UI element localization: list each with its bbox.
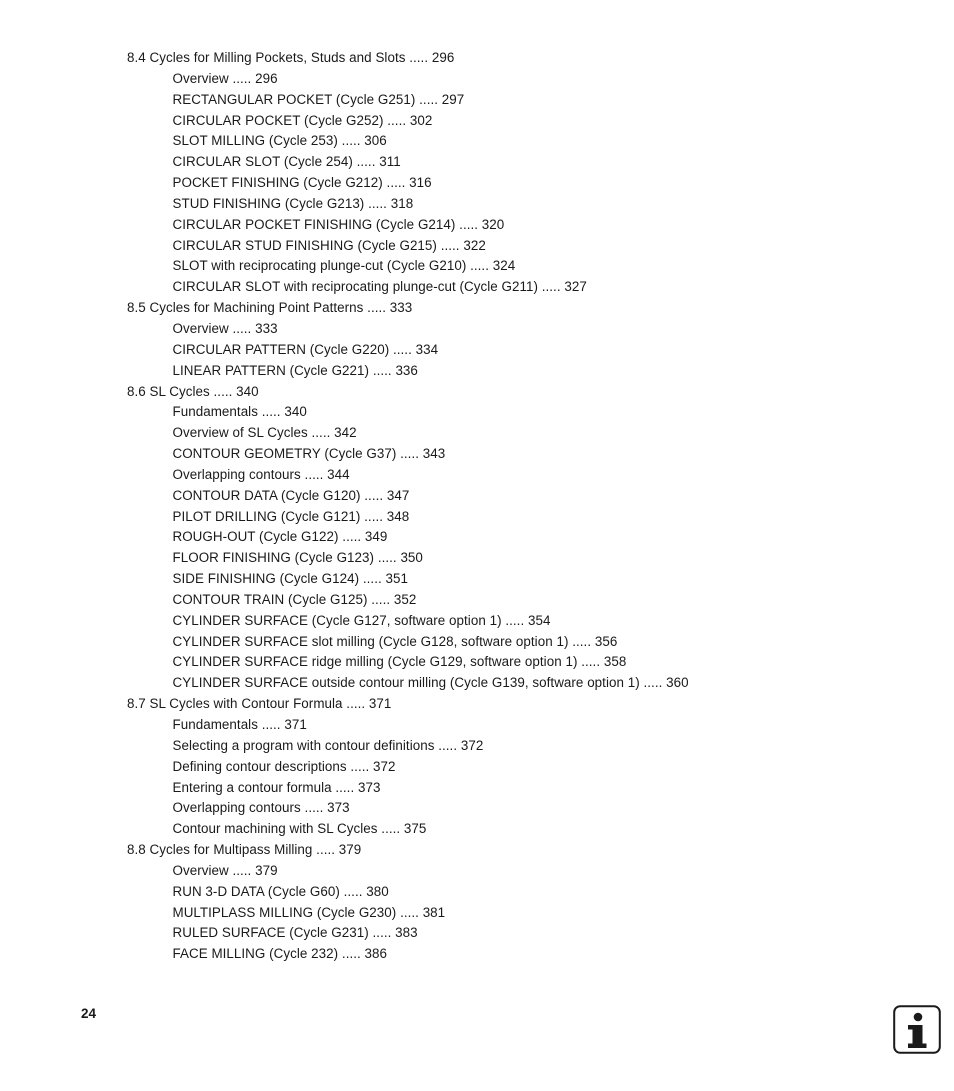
toc-entry: CIRCULAR SLOT (Cycle 254) ..... 311	[172, 154, 401, 170]
toc-entry: CIRCULAR POCKET FINISHING (Cycle G214) ..... 320	[172, 216, 505, 232]
toc-entry: LINEAR PATTERN (Cycle G221) ..... 336	[172, 362, 418, 378]
toc-entry: SIDE FINISHING (Cycle G124) ..... 351	[172, 571, 409, 587]
toc-entry: MULTIPLASS MILLING (Cycle G230) ..... 381	[172, 904, 446, 920]
table-of-contents	[127, 48, 927, 965]
toc-entry: Fundamentals ..... 371	[172, 717, 307, 732]
toc-entry: CIRCULAR STUD FINISHING (Cycle G215) ..... 322	[172, 237, 486, 253]
toc-entry: Contour machining with SL Cycles ..... 375	[172, 821, 427, 837]
toc-entry: ROUGH-OUT (Cycle G122) ..... 349	[172, 529, 388, 545]
toc-section-heading: 8.6 SL Cycles ..... 340	[127, 383, 259, 399]
toc-section-heading: 8.8 Cycles for Multipass Milling ..... 379	[127, 842, 362, 858]
toc-entry: Selecting a program with contour definitions ..... 372	[172, 737, 484, 753]
toc-entry: CIRCULAR SLOT with reciprocating plunge-cut (Cycle G211) ..... 327	[172, 279, 587, 295]
toc-entry: FACE MILLING (Cycle 232) ..... 386	[172, 946, 388, 962]
toc-entry: PILOT DRILLING (Cycle G121) ..... 348	[172, 508, 410, 524]
toc-entry: RULED SURFACE (Cycle G231) ..... 383	[172, 925, 418, 941]
toc-entry: SLOT MILLING (Cycle 253) ..... 306	[172, 133, 387, 149]
page-number: 24	[81, 1006, 97, 1021]
toc-entry: CONTOUR DATA (Cycle G120) ..... 347	[172, 487, 410, 503]
toc-entry: CYLINDER SURFACE outside contour milling (Cycle G139, software option 1) ..... 360	[172, 675, 689, 691]
toc-entry: Overview ..... 379	[172, 862, 278, 878]
toc-section-heading: 8.7 SL Cycles with Contour Formula ..... 371	[127, 696, 392, 712]
toc-entry: SLOT with reciprocating plunge-cut (Cycle G210) ..... 324	[172, 258, 516, 274]
toc-entry: Entering a contour formula ..... 373	[172, 779, 381, 795]
toc-entry: Overlapping contours ..... 344	[172, 466, 350, 482]
toc-entry: CYLINDER SURFACE ridge milling (Cycle G129, software option 1) ..... 358	[172, 654, 627, 670]
toc-entry: Defining contour descriptions ..... 372	[172, 758, 396, 774]
info-icon	[893, 1005, 941, 1054]
toc-section-heading: 8.4 Cycles for Milling Pockets, Studs and Slots ..... 296	[127, 50, 455, 65]
toc-entry: Overview ..... 296	[172, 70, 278, 86]
toc-entry: Overlapping contours ..... 373	[172, 800, 350, 816]
toc-entry: Overview ..... 333	[172, 320, 278, 336]
toc-entry: RUN 3-D DATA (Cycle G60) ..... 380	[172, 883, 389, 899]
toc-entry: CONTOUR GEOMETRY (Cycle G37) ..... 343	[172, 446, 446, 462]
toc-section-heading: 8.5 Cycles for Machining Point Patterns ..... 333	[127, 300, 413, 316]
toc-entry: RECTANGULAR POCKET (Cycle G251) ..... 297	[172, 91, 465, 107]
toc-entry: CYLINDER SURFACE (Cycle G127, software option 1) ..... 354	[172, 612, 551, 628]
toc-entry: FLOOR FINISHING (Cycle G123) ..... 350	[172, 550, 423, 566]
toc-entry: STUD FINISHING (Cycle G213) ..... 318	[172, 195, 414, 211]
toc-entry: CIRCULAR POCKET (Cycle G252) ..... 302	[172, 112, 433, 128]
toc-entry: Overview of SL Cycles ..... 342	[172, 425, 357, 441]
toc-entry: CONTOUR TRAIN (Cycle G125) ..... 352	[172, 591, 417, 607]
toc-entry: POCKET FINISHING (Cycle G212) ..... 316	[172, 175, 432, 191]
toc-entry: CIRCULAR PATTERN (Cycle G220) ..... 334	[172, 341, 439, 357]
toc-entry: Fundamentals ..... 340	[172, 404, 307, 420]
toc-entry: CYLINDER SURFACE slot milling (Cycle G128, software option 1) ..... 356	[172, 633, 618, 649]
